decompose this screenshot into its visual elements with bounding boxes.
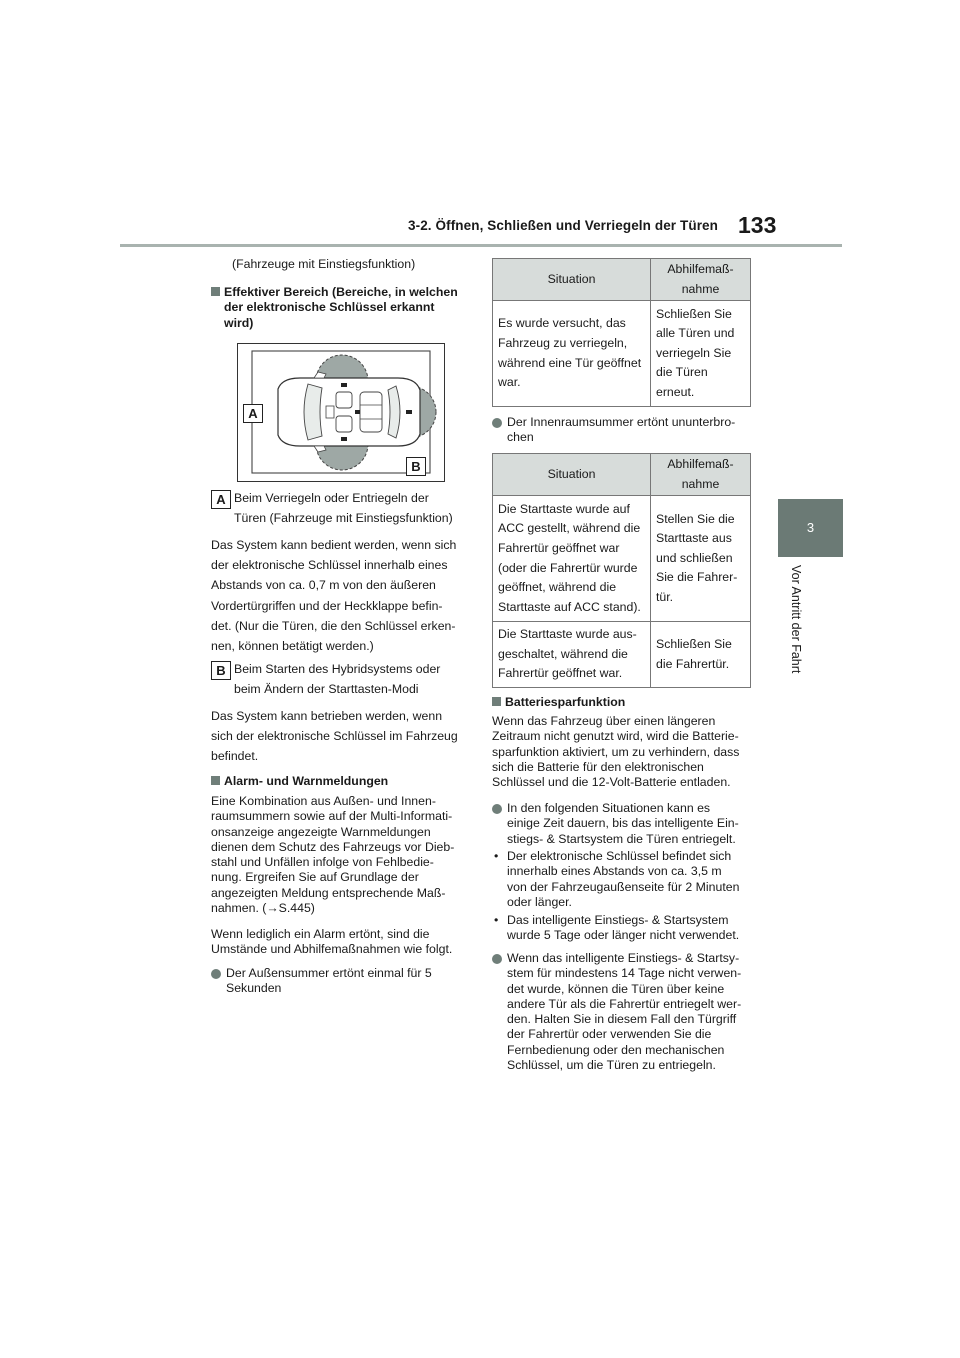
header-line: Abhilfemaß- [667,261,734,276]
text-line: andere Tür als die Fahrertür entriegelt wer- [507,996,742,1011]
cell-line: Sie die Fahrer- [656,570,738,585]
cell-line: Schließen Sie [656,636,732,651]
cell-line: Stellen Sie die [656,511,735,526]
text-line: oder länger. [507,894,572,909]
cell-line: Starttaste aus [656,531,732,546]
text-line: der Fahrertür oder verwenden Sie die [507,1027,712,1042]
alarm-paragraph-2 [211,927,452,958]
heading-line: der elektronische Schlüssel erkannt [224,300,435,315]
section-title: 3-2. Öffnen, Schließen und Verriegeln der Türen [408,218,719,233]
intro-line: (Fahrzeuge mit Einstiegsfunktion) [232,257,416,271]
legend-a-text [234,488,453,528]
legend-label-a: A [211,490,231,509]
cell-line: die Türen [656,365,708,380]
text-line: stiegs- & Startsystem die Türen entriegelt. [507,831,736,846]
text-line: In den folgenden Situationen kann es [507,801,711,815]
figure-label-a: A [243,404,263,423]
text-line: Fernbedienung oder den mechanischen [507,1042,725,1057]
cell-line: geöffnet, während die [498,580,617,595]
paragraph-inside [211,706,458,767]
text-line: Das intelligente Einstiegs- & Startsystem [507,913,729,927]
text-line: sparfunktion aktiviert, um zu verhindern, dass [492,744,740,759]
text-line: Das System kann bedient werden, wenn sich [211,538,457,552]
table-header-situation: Situation [493,259,651,301]
square-bullet-icon [492,697,501,706]
text-line: Der Innenraumsummer ertönt ununterbro- [507,415,736,429]
cell-line: Es wurde versucht, das [498,316,626,331]
text-line: Wenn lediglich ein Alarm ertönt, sind die [211,927,430,941]
text-line: Eine Kombination aus Außen- und Innen- [211,794,436,808]
text-line: nen, können betätigt werden.) [211,639,374,654]
cell-line: Die Starttaste wurde aus- [498,627,637,642]
text-line: sich die Batterie für den elektronischen [492,759,704,774]
round-bullet-icon [492,804,502,814]
legend-b-line: Beim Starten des Hybridsystems oder [234,662,441,676]
chapter-number: 3 [806,520,815,535]
text-line: wurde 5 Tage oder länger nicht verwendet. [507,928,740,943]
dash-bullet-icon: • [494,913,499,927]
alarm-paragraph [211,794,454,916]
cell-line: ACC gestellt, während die [498,521,641,536]
square-bullet-icon [211,287,220,296]
legend-a-line: Türen (Fahrzeuge mit Einstiegsfunktion) [234,511,453,526]
text-line: einige Zeit dauern, bis das intelligente Ein- [507,816,739,831]
cell-line: tür. [656,589,674,604]
text-line: onsanzeige angezeigte Warnmeldungen [211,824,431,839]
dash-item-distance [507,849,739,910]
figure-label-b: B [406,457,426,476]
text-line: nung. Ergreifen Sie auf Grundlage der [211,870,419,885]
round-bullet-icon [211,969,221,979]
text-line: den. Halten Sie in diesem Fall den Türgriff [507,1012,737,1027]
text-line: stahl und Unfällen infolge von Fehlbedie- [211,855,434,870]
text-line: befindet. [211,749,259,764]
round-bullet-icon [492,418,502,428]
battery-heading-text: Batteriesparfunktion [505,695,626,709]
cell-line: Starttaste auf ACC stand). [498,599,641,614]
text-line: Der Außensummer ertönt einmal für 5 [226,966,432,980]
chapter-tab [778,499,843,557]
text-line: raumsummern sowie auf der Multi-Informati- [211,809,453,824]
text-line: innerhalb eines Abstands von ca. 3,5 m [507,864,722,879]
header-line: nahme [681,476,720,491]
text-line: angezeigten Meldung entsprechende Maß- [211,885,446,900]
effective-area-figure [237,343,445,482]
text-line: Das System kann betrieben werden, wenn [211,709,443,723]
bullet-14-days [507,951,741,1073]
text-line: Wenn das Fahrzeug über einen längeren [492,714,716,728]
legend-a-line: Beim Verriegeln oder Entriegeln der [234,491,429,505]
text-line: sich der elektronische Schlüssel im Fahrzeug [211,729,458,744]
cell-line: erneut. [656,384,695,399]
heading-line: Effektiver Bereich (Bereiche, in welchen [224,285,458,299]
cell-line: Die Starttaste wurde auf [498,501,630,516]
table-cell-situation [493,622,651,688]
cell-line: (oder die Fahrertür wurde [498,560,638,575]
square-bullet-icon [211,776,220,785]
text-line: Schlüssel, um die Türen zu entriegeln. [507,1058,716,1073]
text-line: chen [507,430,534,445]
header-rule [120,244,842,247]
cell-line: Schließen Sie [656,306,732,321]
cell-line: Fahrertür geöffnet war. [498,666,623,681]
dash-item-days [507,913,739,944]
text-line: von der Fahrzeugaußenseite für 2 Minuten [507,879,740,894]
table-header-remedy [651,259,751,301]
cell-line: Fahrzeug zu verriegeln, [498,335,628,350]
effective-area-heading [211,285,481,331]
text-line: Der elektronische Schlüssel befindet sich [507,849,732,863]
header-line: nahme [681,281,720,296]
heading-line: wird) [224,315,254,330]
paragraph-range [211,535,456,656]
chapter-side-title [789,565,809,695]
cell-line: verriegeln Sie [656,345,732,360]
cell-line: geschaltet, während die [498,646,628,661]
battery-heading [492,695,625,710]
legend-b-text [234,659,440,699]
page-number: 133 [738,212,777,238]
cell-line: die Fahrertür. [656,656,730,671]
header-line: Abhilfemaß- [667,456,734,471]
cell-line: Fahrertür geöffnet war [498,540,620,555]
chapter-title-text: Vor Antritt der Fahrt [789,565,803,674]
table-cell-situation [493,496,651,622]
cell-line: alle Türen und [656,326,735,341]
text-line: Sekunden [226,981,282,996]
text-line: Wenn das intelligente Einstiegs- & Startsy- [507,951,740,965]
table-header-remedy [651,454,751,496]
text-line: dienen dem Schutz des Fahrzeugs vor Dieb- [211,839,455,854]
text-line: stem für mindestens 14 Tage nicht verwen- [507,966,742,981]
table-header-situation: Situation [493,454,651,496]
cell-line: und schließen [656,550,733,565]
legend-label-b: B [211,661,231,680]
table-cell-situation [493,301,651,407]
text-line: Zeitraum nicht genutzt wird, wird die Batterie- [492,729,739,744]
outer-buzzer-text [226,966,432,997]
alarm-heading [211,774,388,789]
cell-line: während eine Tür geöffnet [498,355,642,370]
bullet-situations [507,801,739,847]
text-line: det wurde, können die Türen über keine [507,981,725,996]
alarm-table-outer [492,258,751,407]
alarm-heading-text: Alarm- und Warnmeldungen [224,774,389,788]
legend-b-line: beim Ändern der Starttasten-Modi [234,682,419,697]
text-line: der elektronische Schlüssel innerhalb eines [211,558,448,573]
text-line: nahmen. (→S.445) [211,901,315,916]
table-cell-remedy [651,301,751,407]
dash-bullet-icon: • [494,849,499,863]
table-cell-remedy [651,496,751,622]
inner-buzzer-text [507,415,735,446]
alarm-table-inner [492,453,751,688]
text-line: Abstands von ca. 0,7 m von den äußeren [211,578,436,593]
battery-paragraph [492,714,739,790]
round-bullet-icon [492,954,502,964]
table-cell-remedy [651,622,751,688]
cell-line: war. [498,375,521,390]
text-line: Umstände und Abhilfemaßnahmen wie folgt. [211,942,453,957]
text-line: Schlüssel und die 12-Volt-Batterie entladen. [492,775,731,790]
text-line: det. (Nur die Türen, die den Schlüssel erken- [211,618,456,633]
text-line: Vordertürgriffen und der Heckklappe befin- [211,598,443,613]
